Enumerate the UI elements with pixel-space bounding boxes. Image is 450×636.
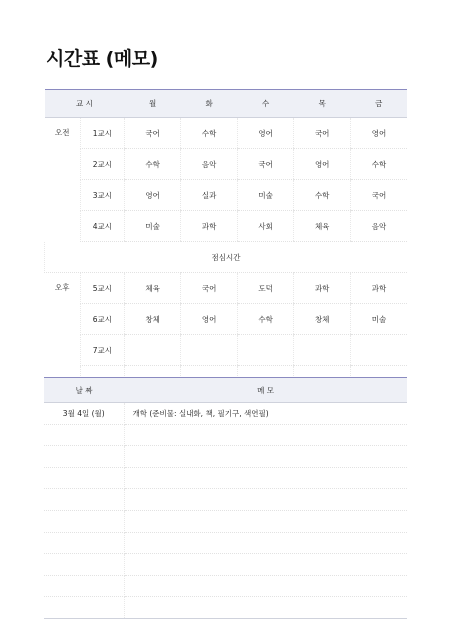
period-header: 교 시 <box>45 90 125 118</box>
day-header-wed: 수 <box>237 90 294 118</box>
subject-cell: 국어 <box>237 149 294 180</box>
memo-date <box>44 532 124 554</box>
subject-cell: 미술 <box>350 304 407 335</box>
subject-cell: 수학 <box>124 149 181 180</box>
subject-cell: 영어 <box>350 118 407 149</box>
subject-cell: 과학 <box>294 273 351 304</box>
memo-note <box>124 446 407 468</box>
memo-note <box>124 467 407 489</box>
subject-cell: 사회 <box>237 211 294 242</box>
period-label: 5교시 <box>80 273 124 304</box>
memo-header-row <box>44 378 407 403</box>
subject-cell <box>181 335 238 366</box>
date-header: 날 짜 <box>44 378 124 403</box>
table-row <box>45 118 408 149</box>
memo-row <box>44 554 407 576</box>
subject-cell: 체육 <box>294 211 351 242</box>
subject-cell: 과학 <box>181 211 238 242</box>
memo-date <box>44 597 124 619</box>
subject-cell: 수학 <box>350 149 407 180</box>
subject-cell: 영어 <box>237 118 294 149</box>
table-row <box>45 273 408 304</box>
subject-cell: 체육 <box>124 273 181 304</box>
subject-cell: 도덕 <box>237 273 294 304</box>
timetable-header-row <box>45 90 408 118</box>
subject-cell: 창체 <box>294 304 351 335</box>
lunch-label: 점심시간 <box>45 242 408 273</box>
subject-cell: 미술 <box>237 180 294 211</box>
subject-cell: 미술 <box>124 211 181 242</box>
subject-cell: 영어 <box>124 180 181 211</box>
subject-cell: 국어 <box>124 118 181 149</box>
memo-date: 3월 4일 (월) <box>44 403 124 425</box>
day-header-mon: 월 <box>124 90 181 118</box>
day-header-fri: 금 <box>350 90 407 118</box>
note-header: 메 모 <box>124 378 407 403</box>
subject-cell: 수학 <box>294 180 351 211</box>
lunch-row <box>45 242 408 273</box>
memo-date <box>44 510 124 532</box>
memo-date <box>44 489 124 511</box>
memo-note <box>124 597 407 619</box>
session-label-morning: 오전 <box>54 128 70 137</box>
memo-row <box>44 532 407 554</box>
subject-cell <box>350 335 407 366</box>
subject-cell: 음악 <box>181 149 238 180</box>
period-label: 4교시 <box>80 211 124 242</box>
subject-cell: 실과 <box>181 180 238 211</box>
subject-cell <box>124 335 181 366</box>
subject-cell: 수학 <box>181 118 238 149</box>
day-header-tue: 화 <box>181 90 238 118</box>
subject-cell <box>237 335 294 366</box>
table-row <box>45 304 408 335</box>
memo-row <box>44 597 407 619</box>
memo-date <box>44 424 124 446</box>
memo-row <box>44 403 407 425</box>
subject-cell: 국어 <box>294 118 351 149</box>
memo-row <box>44 446 407 468</box>
session-label-afternoon: 오후 <box>54 283 70 292</box>
memo-row <box>44 489 407 511</box>
table-row <box>45 180 408 211</box>
memo-date <box>44 575 124 597</box>
subject-cell <box>294 335 351 366</box>
table-row <box>45 149 408 180</box>
memo-date <box>44 467 124 489</box>
page-title: 시간표 (메모) <box>46 48 158 70</box>
timetable <box>44 89 407 397</box>
subject-cell: 영어 <box>294 149 351 180</box>
memo-date <box>44 446 124 468</box>
subject-cell: 음악 <box>350 211 407 242</box>
memo-table <box>44 377 407 619</box>
table-row <box>45 335 408 366</box>
subject-cell: 국어 <box>350 180 407 211</box>
subject-cell: 수학 <box>237 304 294 335</box>
memo-note <box>124 424 407 446</box>
period-label: 6교시 <box>80 304 124 335</box>
period-label: 7교시 <box>80 335 124 366</box>
memo-note <box>124 575 407 597</box>
period-label: 3교시 <box>80 180 124 211</box>
memo-date <box>44 554 124 576</box>
memo-row <box>44 510 407 532</box>
period-label: 1교시 <box>80 118 124 149</box>
memo-note <box>124 489 407 511</box>
memo-row <box>44 424 407 446</box>
memo-note <box>124 510 407 532</box>
memo-note <box>124 532 407 554</box>
memo-row <box>44 575 407 597</box>
subject-cell: 과학 <box>350 273 407 304</box>
day-header-thu: 목 <box>294 90 351 118</box>
memo-note: 개학 (준비물: 실내화, 책, 필기구, 색연필) <box>124 403 407 425</box>
table-row <box>45 211 408 242</box>
subject-cell: 영어 <box>181 304 238 335</box>
subject-cell: 창체 <box>124 304 181 335</box>
period-label: 2교시 <box>80 149 124 180</box>
subject-cell: 국어 <box>181 273 238 304</box>
memo-row <box>44 467 407 489</box>
memo-note <box>124 554 407 576</box>
